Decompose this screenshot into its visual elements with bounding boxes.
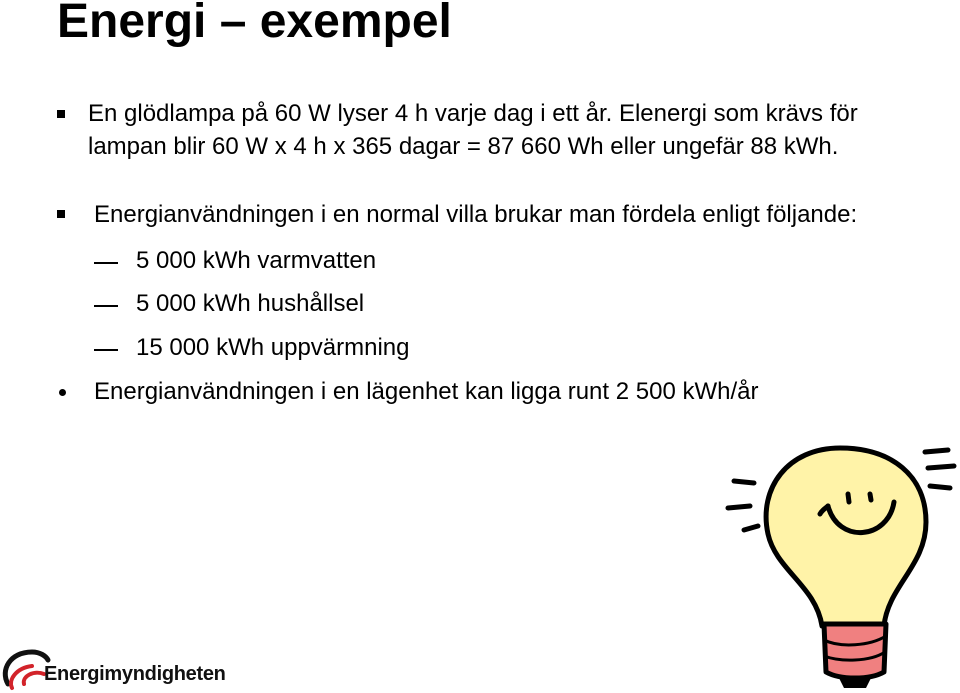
list-item: 15 000 kWh uppvärmning: [136, 334, 410, 361]
bullet1-line2: lampan blir 60 W x 4 h x 365 dagar = 87 660 Wh eller ungefär 88 kWh.: [88, 133, 839, 160]
bullet1-line1: En glödlampa på 60 W lyser 4 h varje dag i ett år. Elenergi som krävs för: [88, 100, 858, 127]
logo-text: Energimyndigheten: [44, 663, 226, 685]
square-bullet-icon: [57, 110, 65, 118]
list-item: 5 000 kWh varmvatten: [136, 247, 377, 274]
list-item: 5 000 kWh hushållsel: [136, 290, 365, 317]
square-bullet-icon: [57, 210, 65, 218]
page-title: Energi – exempel: [57, 0, 452, 48]
dash-bullet-icon: [94, 262, 118, 264]
bullet2-text: Energianvändningen i en normal villa brukar man fördela enligt följande:: [94, 201, 858, 228]
round-bullet-icon: [59, 389, 66, 396]
smiling-light-bulb-icon: [720, 436, 960, 691]
dash-bullet-icon: [94, 305, 118, 307]
bullet3-text: Energianvändningen i en lägenhet kan ligga runt 2 500 kWh/år: [94, 378, 759, 405]
dash-bullet-icon: [94, 349, 118, 351]
